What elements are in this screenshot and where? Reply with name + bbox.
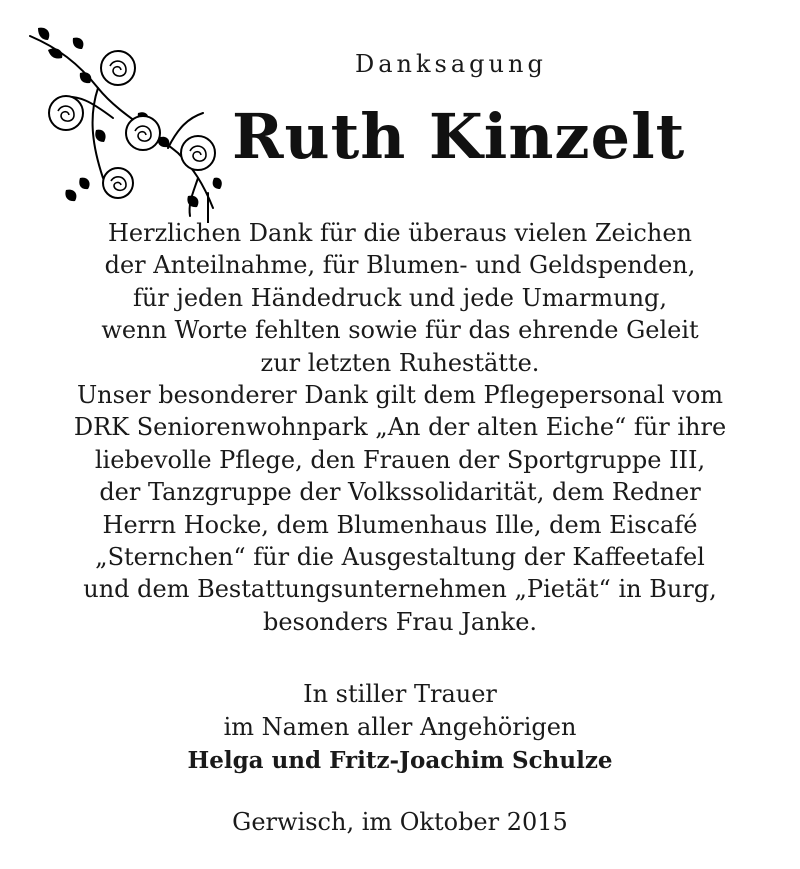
body-line: und dem Bestattungsunternehmen „Pietät“ in Burg,: [83, 575, 717, 604]
notice-body: [0, 217, 800, 638]
family-names: Helga und Fritz-Joachim Schulze: [187, 747, 613, 774]
signature-block: [0, 678, 800, 777]
body-line: Herrn Hocke, dem Blumenhaus Ille, dem Eiscafé: [102, 510, 698, 539]
body-line: der Tanzgruppe der Volkssolidarität, dem Redner: [99, 478, 701, 507]
closing-line: im Namen aller Angehörigen: [223, 713, 577, 741]
body-line: Herzlichen Dank für die überaus vielen Zeichen: [107, 219, 692, 247]
closing-line: In stiller Trauer: [303, 680, 497, 708]
body-line: DRK Seniorenwohnpark „An der alten Eiche“ für ihre: [73, 413, 727, 442]
place-and-date: Gerwisch, im Oktober 2015: [232, 808, 568, 836]
body-line: zur letzten Ruhestätte.: [260, 348, 540, 377]
notice-heading: Danksagung: [355, 50, 547, 78]
body-line: „Sternchen“ für die Ausgestaltung der Kaffeetafel: [95, 543, 705, 572]
deceased-name: Ruth Kinzelt: [232, 100, 686, 173]
body-line: für jeden Händedruck und jede Umarmung,: [132, 283, 668, 312]
rose-branch-icon: [18, 18, 228, 223]
body-line: besonders Frau Janke.: [262, 607, 538, 636]
body-line: der Anteilnahme, für Blumen- und Geldspenden,: [104, 251, 696, 280]
body-line: wenn Worte fehlten sowie für das ehrende Geleit: [101, 316, 699, 345]
body-line: liebevolle Pflege, den Frauen der Sportgruppe III,: [94, 445, 706, 474]
body-line: Unser besonderer Dank gilt dem Pflegepersonal vom: [76, 381, 724, 410]
